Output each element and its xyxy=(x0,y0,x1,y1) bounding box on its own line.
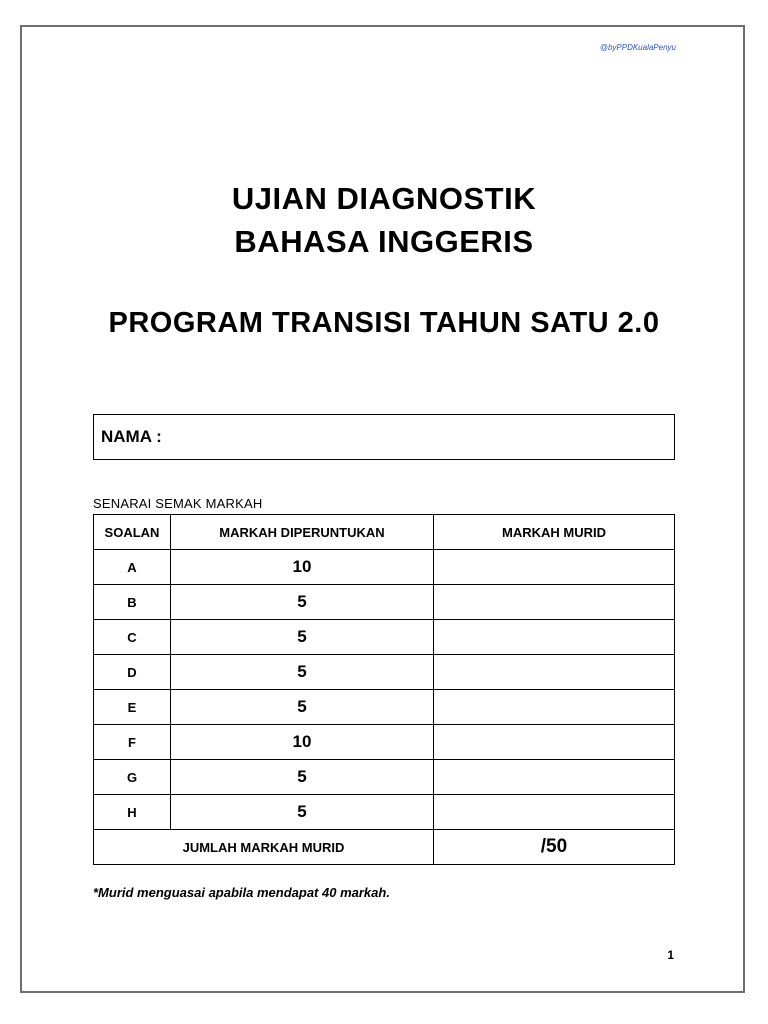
table-row xyxy=(94,585,675,620)
checklist-label: SENARAI SEMAK MARKAH xyxy=(93,496,263,511)
header-allocated: MARKAH DIPERUNTUKAN xyxy=(171,515,434,550)
table-row xyxy=(94,620,675,655)
allocated-cell: 5 xyxy=(171,690,434,725)
student-mark-cell[interactable] xyxy=(434,725,675,760)
question-cell: C xyxy=(94,620,171,655)
table-row xyxy=(94,655,675,690)
marks-table xyxy=(93,514,675,865)
question-cell: G xyxy=(94,760,171,795)
student-mark-cell[interactable] xyxy=(434,760,675,795)
allocated-cell: 5 xyxy=(171,620,434,655)
allocated-cell: 5 xyxy=(171,585,434,620)
question-cell: A xyxy=(94,550,171,585)
question-cell: F xyxy=(94,725,171,760)
header-soalan: SOALAN xyxy=(94,515,171,550)
allocated-cell: 5 xyxy=(171,795,434,830)
program-title: PROGRAM TRANSISI TAHUN SATU 2.0 xyxy=(108,307,660,339)
total-row xyxy=(94,830,675,865)
student-mark-cell[interactable] xyxy=(434,620,675,655)
question-cell: H xyxy=(94,795,171,830)
allocated-cell: 10 xyxy=(171,725,434,760)
question-cell: D xyxy=(94,655,171,690)
page-number: 1 xyxy=(667,948,674,962)
title-line-1: UJIAN DIAGNOSTIK xyxy=(231,181,537,216)
allocated-cell: 5 xyxy=(171,655,434,690)
name-label: NAMA : xyxy=(101,427,162,446)
question-cell: E xyxy=(94,690,171,725)
table-row xyxy=(94,760,675,795)
question-cell: B xyxy=(94,585,171,620)
table-row xyxy=(94,690,675,725)
total-label: JUMLAH MARKAH MURID xyxy=(94,830,434,865)
table-row xyxy=(94,795,675,830)
header-student: MARKAH MURID xyxy=(434,515,675,550)
allocated-cell: 10 xyxy=(171,550,434,585)
student-mark-cell[interactable] xyxy=(434,690,675,725)
allocated-cell: 5 xyxy=(171,760,434,795)
table-header-row xyxy=(94,515,675,550)
watermark-text: @byPPDKualaPenyu xyxy=(599,43,676,52)
student-mark-cell[interactable] xyxy=(434,585,675,620)
title-line-2: BAHASA INGGERIS xyxy=(234,224,534,259)
name-field[interactable] xyxy=(93,414,675,460)
footnote: *Murid menguasai apabila mendapat 40 markah. xyxy=(93,885,390,900)
student-mark-cell[interactable] xyxy=(434,795,675,830)
table-row xyxy=(94,725,675,760)
student-mark-cell[interactable] xyxy=(434,550,675,585)
table-row xyxy=(94,550,675,585)
total-value[interactable]: /50 xyxy=(434,830,675,865)
student-mark-cell[interactable] xyxy=(434,655,675,690)
